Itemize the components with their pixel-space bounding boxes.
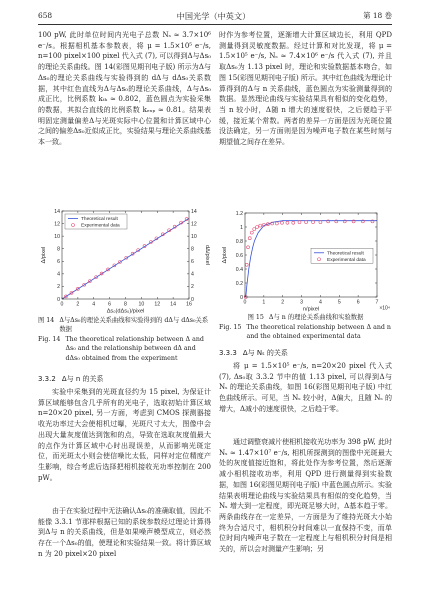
legend [311,248,373,263]
y-tick-label: 1 [240,224,243,231]
x-tick-label: 14 [170,301,177,308]
legend-label: Theoretical result [81,217,118,223]
y-right-tick-label: 10 [191,233,197,240]
figure-15-caption-cn [219,313,392,323]
x-tick-label: 4 [318,299,322,306]
experimental-point [245,263,248,266]
section-title: Δ与 Nₛ 的关系 [242,349,288,357]
figure-15-caption-text-cn: Δ与 n 的理论关系曲线和实验数据 [268,314,364,321]
left-paragraph-3: 由于在实验过程中无法确认Δs₀的准确取值，因此不能像 3.3.1 节那样根据已知的系统参数经过理论计算得到Δ与 n 的关系曲线，但是如果噪声模型成立，则必然存在一个Δs₀的值，使理论和实验结果一致。将计算区域 n 为 20 pixel×20 pixel [38,507,211,558]
figure-15-caption-text-en: The theoretical relationship between Δ and n and the obtained experimental data [246,324,391,341]
x-tick-label: 6 [108,301,112,308]
x-axis-label: n/pixel [302,306,320,313]
y-tick-label: 0.2 [235,280,243,287]
y-right-tick-label: 6 [191,259,194,266]
left-paragraph-1: 100 pW, 此时单位时间内光电子总数 Nₛ ≈ 3.7×10⁶ e⁻/s。根据相机基本参数表，将 μ = 1.5×10⁵ e⁻/s, n=100 pixel×100 pixel 代入式 (7), 可以得到Δ与Δs₀的理论关系曲线。图 14(彩图见期刊电子版) 所示为Δ与Δs₀的理论关系曲线与实验得到的 dΔ与 dΔs₀关系数据，其中红色直线为Δ与Δs₀的理论关系曲线，Δ与Δs₀成正比，比例系数 kₜₕ ≈ 0.802，蓝色圆点为实验采集的数据，其拟合直线的比例系数 kₑₓₚ ≈ 0.81。结果表明固定测量偏差Δ与光斑实际中心位置和计算区域中心之间的偏差Δs₀近似成正比，实验结果与理论关系曲线基本一致。 [38,31,211,147]
x-tick-label: 8 [124,301,127,308]
right-paragraph-2: 将 μ = 1.5×10⁵ e⁻/s, n=20×20 pixel 代入式 (7), Δs₀取 3.3.2 节中的值 1.13 pixel, 可以得到Δ与 Nₛ 的理论关系曲线，如图 16(彩图见期刊电子版) 中红色曲线所示。可见，当 Nₛ 较小时，Δ偏大，且随 Nₛ 的增大，Δ减小的速度很快，之后趋于零。 [219,362,392,413]
y-tick-label: 0 [240,294,243,301]
y-tick-label: 2 [57,284,60,291]
y-right-tick-label: 2 [191,284,194,291]
y-tick-label: 8 [57,246,60,253]
legend-label: Experimental data [327,257,366,263]
x-tick-label: 16 [186,301,192,308]
figure-14-caption-text-cn: Δ与Δs₀的理论关系曲线和实验得到的 dΔ与 dΔs₀关系数据 [59,317,209,334]
figure-15-caption-en [219,323,392,343]
figure-14-label-cn: 图 14 [38,317,55,324]
y-tick-label: 0.4 [235,266,243,273]
plot-area [62,218,189,299]
x-tick-label: 10 [138,301,145,308]
y-right-axis-label: dΔ/pixel [204,245,210,265]
x-tick-label: 1 [262,299,266,306]
x-tick-label: 0 [243,299,247,306]
journal-title: 中国光学（中英文） [176,11,251,21]
figure-14-caption-en [38,335,211,364]
page-number: 658 [38,11,53,20]
y-right-tick-label: 12 [191,221,197,228]
legend-label: Experimental data [81,223,120,229]
experimental-point [253,228,256,231]
y-tick-label: 12 [54,221,60,228]
figure-15-label-cn: 图 15 [247,314,264,321]
right-paragraph-1: 时作为参考位置，逐渐增大计算区域边长，利用 QPD 测量得到灵敏度数据。经过计算和对比发现，将 μ = 1.5×10⁵ e⁻/s, Nₛ ≈ 7.4×10⁶ e⁻/s 代入式 (7), 并且取Δs₀为 1.13 pixel 时，理论和实验数据基本吻合，如图 15(彩图见期刊电子版) 所示。其中红色曲线为理论计算得到的Δ与 n 关系曲线，蓝色圆点为实验测量得到的数据。显然理论曲线与实验结果具有相似的变化趋势，当 n 较小时，Δ随 n 增大的速度很快，之后便趋于平缓，接近某个常数。两者的差异一方面是因为光斑位置没法确定，另一方面则是因为噪声电子数在某些时刻与期望值之间存在差异。 [219,31,392,147]
x-tick-label: 6 [356,299,360,306]
volume-label: 第 18 卷 [363,11,392,20]
x-tick-label: 0 [60,301,64,308]
section-title: Δ与 n 的关系 [61,375,104,383]
y-axis-label: Δ/pixel [41,246,47,264]
figure-15-label-en: Fig. 15 [219,324,242,331]
experimental-point [292,221,295,224]
y-tick-label: 14 [54,208,60,215]
experimental-point [275,222,278,225]
experimental-point [280,221,283,224]
y-tick-label: 4 [57,271,60,278]
figure-14-chart [38,199,211,316]
left-paragraph-2: 实验中采集到的光斑直径约为 15 pixel, 为保证计算区域能够包含几乎所有的光电子，选取初始计算区域 n=20×20 pixel, 另一方面，考虑到 CMOS 探测器接收光功率过大会使相机过曝，光斑尺寸太大，图像中会出现大量灰度值达到饱和的点，导致在选取灰度值最大的点作为计算区域中心时出现误差，从而影响光斑定位，而光斑太小则会使信噪比太低，同样对定位精度产生影响，综合考虑后选择把相机接收光功率控制在 200 pW。 [38,388,211,482]
figure-14-label-en: Fig. 14 [38,336,61,343]
figure-15-chart [219,200,392,313]
x-axis-label: Δs₀(dΔs₀)/pixel [106,308,145,315]
experimental-point [248,237,251,240]
y-tick-label: 6 [57,259,60,266]
theory-line [62,218,189,299]
y-tick-label: 0.8 [235,238,243,245]
right-paragraph-3: 通过调整衰减片使相机接收光功率为 398 pW, 此时 Nₛ ≈ 1.47×10⁷ e⁻/s, 相机所探测到的图像中光斑最大处的灰度值接近饱和，将此处作为参考位置，然后逐渐减小相机接收功率，利用 QPD 进行测量得到实验数据，如图 16(彩图见期刊电子版) 中蓝色圆点所示。实验结果表明理论曲线与实验结果具有相似的变化趋势，当 Nₛ 增大到一定程度，即光斑足够大时，Δ基本趋于零。两条曲线存在一定差异，一方面是为了维持光斑大小始终为合适尺寸，相机积分时间难以一直保持不变，而单位时间内噪声电子数在一定程度上与相机积分时间是相关的，所以会对测量产生影响；另 [219,438,392,554]
experimental-point [256,226,259,229]
x-tick-label: 2 [281,299,285,306]
y-right-tick-label: 8 [191,246,194,253]
experimental-point [250,231,253,234]
y-axis-label: Δ/pixel [222,246,228,264]
section-number: 3.3.2 [38,375,56,383]
y-right-tick-label: 0 [191,296,194,303]
x-tick-label: 3 [300,299,304,306]
x-tick-label: 5 [337,299,341,306]
x-tick-label: 4 [92,301,96,308]
y-right-tick-label: 4 [191,271,194,278]
x-tick-label: 2 [76,301,80,308]
y-tick-label: 0 [57,296,60,303]
x-axis-multiplier: ×10⁴ [379,305,390,312]
x-tick-label: 7 [375,299,379,306]
figure-14-caption-text-en: The theoretical relationship between Δ and Δs₀ and the relationship between dΔ and dΔs₀ obtained from the experiment [65,336,204,362]
header-rule [38,24,392,25]
legend-label: Theoretical result [327,251,364,257]
figure-14-caption-cn [38,316,211,335]
experimental-point [247,246,250,249]
section-number: 3.3.3 [219,349,237,357]
section-heading-3-3-2 [38,374,211,385]
y-tick-label: 0.6 [235,252,243,259]
y-right-tick-label: 14 [191,208,197,215]
x-tick-label: 12 [154,301,161,308]
y-tick-label: 1.2 [235,210,243,217]
experimental-point [259,224,262,227]
legend [65,214,127,229]
experimental-point [286,221,289,224]
section-heading-3-3-3 [219,348,392,359]
y-tick-label: 10 [54,233,60,240]
